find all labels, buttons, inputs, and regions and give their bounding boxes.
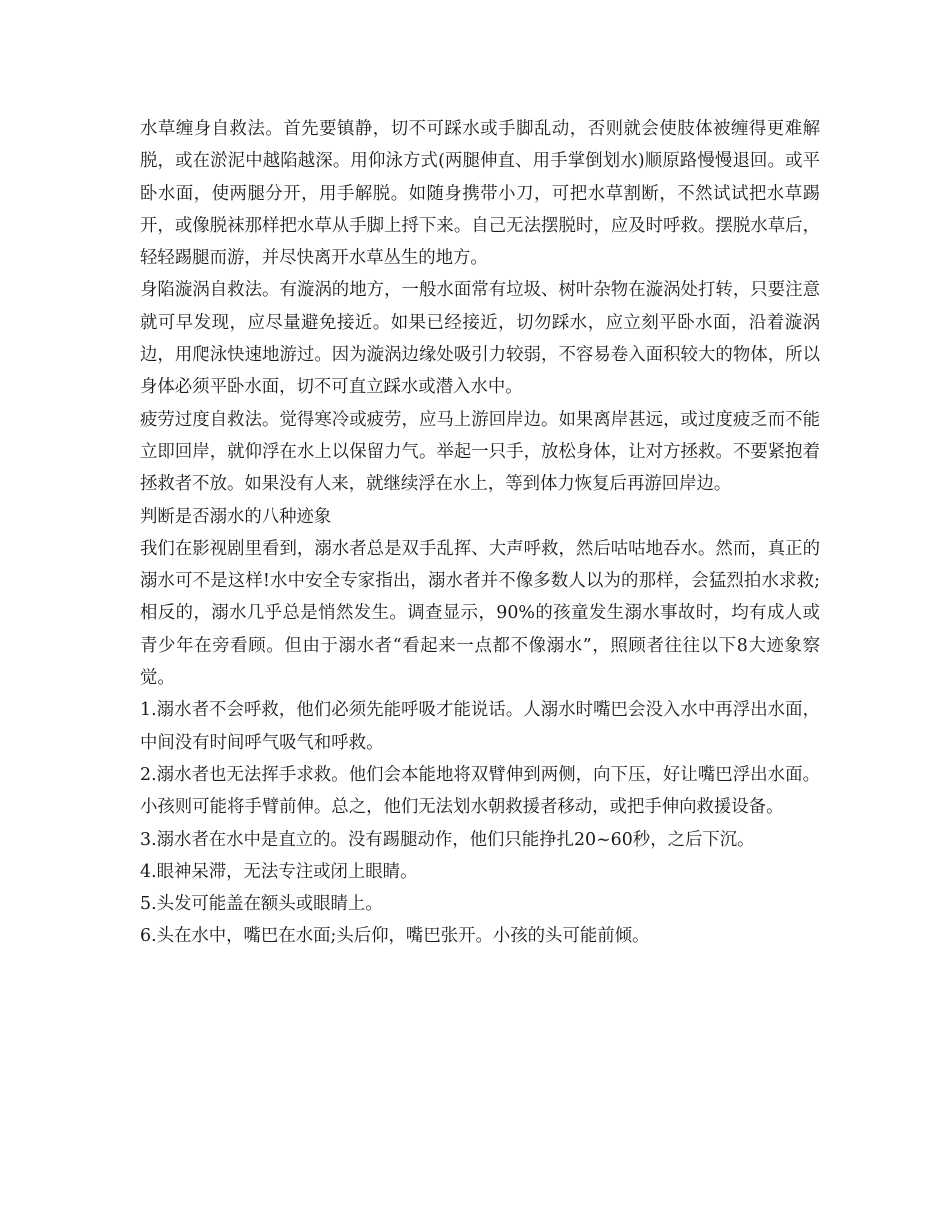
section-heading: 判断是否溺水的八种迹象 — [140, 506, 332, 527]
list-item-1: 1.溺水者不会呼救，他们必须先能呼吸才能说话。人溺水时嘴巴会没入水中再浮出水面，中间没有时间呼气吸气和呼救。 — [140, 700, 820, 753]
paragraph-weed-entanglement: 水草缠身自救法。首先要镇静，切不可踩水或手脚乱动，否则就会使肢体被缠得更难解脱，或在淤泥中越陷越深。用仰泳方式(两腿伸直、用手掌倒划水)顺原路慢慢退回。或平卧水面，使两腿分开，用手解脱。如随身携带小刀，可把水草割断，不然试试把水草踢开，或像脱袜那样把水草从手脚上捋下来。自己无法摆脱时，应及时呼救。摆脱水草后，轻轻踢腿而游，并尽快离开水草丛生的地方。 — [140, 119, 820, 269]
list-item-4: 4.眼神呆滞，无法专注或闭上眼睛。 — [140, 861, 418, 882]
paragraph-fatigue: 疲劳过度自救法。觉得寒冷或疲劳，应马上游回岸边。如果离岸甚远，或过度疲乏而不能立即回岸，就仰浮在水上以保留力气。举起一只手，放松身体，让对方拯救。不要紧抱着拯救者不放。如果没有人来，就继续浮在水上，等到体力恢复后再游回岸边。 — [140, 409, 820, 495]
document-body — [140, 113, 820, 953]
list-item-3: 3.溺水者在水中是直立的。没有踢腿动作，他们只能挣扎20~60秒，之后下沉。 — [140, 829, 755, 850]
list-item-6: 6.头在水中，嘴巴在水面;头后仰，嘴巴张开。小孩的头可能前倾。 — [140, 926, 650, 947]
list-item-2: 2.溺水者也无法挥手求救。他们会本能地将双臂伸到两侧，向下压，好让嘴巴浮出水面。小孩则可能将手臂前伸。总之，他们无法划水朝救援者移动，或把手伸向救援设备。 — [140, 764, 820, 818]
paragraph-whirlpool: 身陷漩涡自救法。有漩涡的地方，一般水面常有垃圾、树叶杂物在漩涡处打转，只要注意就可早发现，应尽量避免接近。如果已经接近，切勿踩水，应立刻平卧水面，沿着漩涡边，用爬泳快速地游过。因为漩涡边缘处吸引力较弱，不容易卷入面积较大的物体，所以身体必须平卧水面，切不可直立踩水或潜入水中。 — [140, 280, 820, 398]
paragraph-intro: 我们在影视剧里看到，溺水者总是双手乱挥、大声呼救，然后咕咕地吞水。然而，真正的溺水可不是这样!水中安全专家指出，溺水者并不像多数人以为的那样，会猛烈拍水求救;相反的，溺水几乎总是悄然发生。调查显示，90%的孩童发生溺水事故时，均有成人或青少年在旁看顾。但由于溺水者“看起来一点都不像溺水”，照顾者往往以下8大迹象察觉。 — [140, 538, 820, 689]
list-item-5: 5.头发可能盖在额头或眼睛上。 — [140, 894, 383, 915]
